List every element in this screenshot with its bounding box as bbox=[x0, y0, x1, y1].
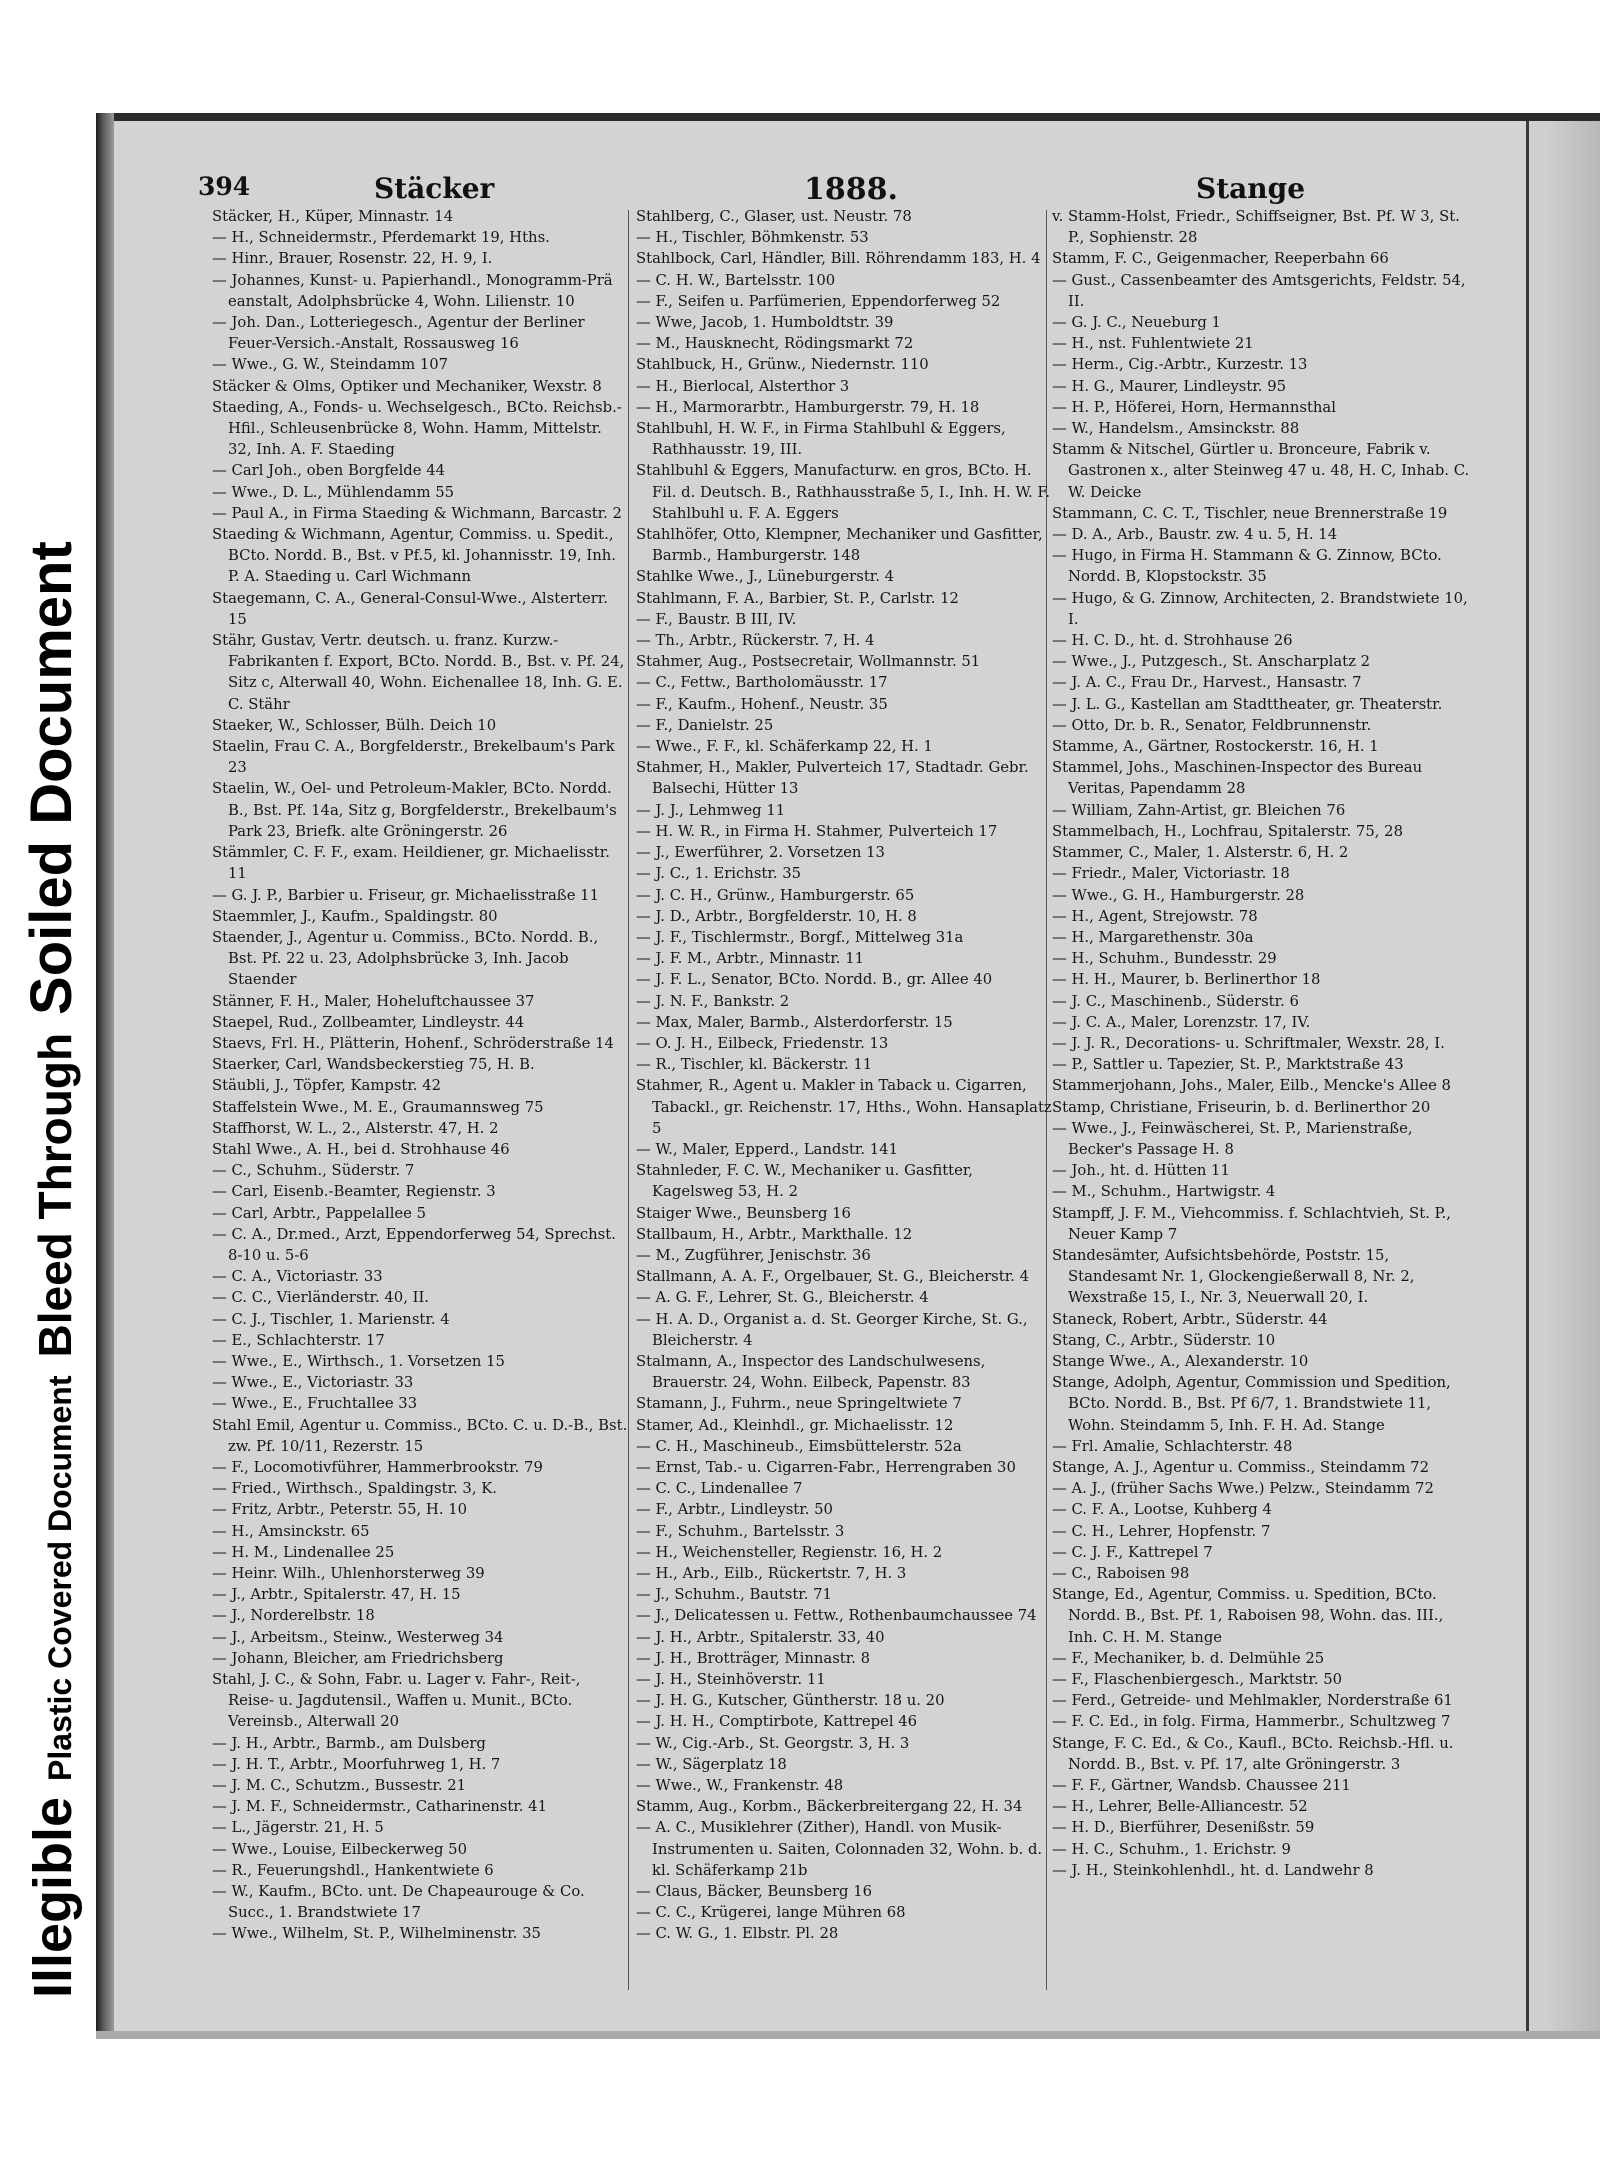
directory-entry: — Wwe., F. F., kl. Schäferkamp 22, H. 1 bbox=[636, 738, 933, 756]
directory-entry: Stahlmann, F. A., Barbier, St. P., Carlstr. 12 bbox=[636, 589, 959, 607]
directory-entry: — F., Seifen u. Parfümerien, Eppendorferweg 52 bbox=[636, 292, 1001, 310]
directory-entry: — Th., Arbtr., Rückerstr. 7, H. 4 bbox=[636, 632, 875, 650]
directory-entry: Stamm, Aug., Korbm., Bäckerbreitergang 22, H. 34 bbox=[636, 1798, 1023, 1816]
directory-entry: — Joh., ht. d. Hütten 11 bbox=[1052, 1162, 1230, 1180]
directory-entry: — H., Marmorarbtr., Hamburgerstr. 79, H. 18 bbox=[636, 398, 980, 416]
directory-entry: — Hinr., Brauer, Rosenstr. 22, H. 9, I. bbox=[212, 250, 493, 268]
directory-entry: Stäcker & Olms, Optiker und Mechaniker, Wexstr. 8 bbox=[212, 377, 602, 395]
directory-entry: — W., Kaufm., BCto. unt. De Chapeaurouge & Co. Succ., 1. Brandstwiete 17 bbox=[212, 1883, 585, 1922]
directory-entry: — C. A., Victoriastr. 33 bbox=[212, 1268, 383, 1286]
directory-entry: Stallmann, A. A. F., Orgelbauer, St. G., Bleicherstr. 4 bbox=[636, 1268, 1029, 1286]
directory-entry: — Heinr. Wilh., Uhlenhorsterweg 39 bbox=[212, 1565, 485, 1582]
directory-column-1 bbox=[212, 206, 630, 2006]
directory-entry: — J. H. T., Arbtr., Moorfuhrweg 1, H. 7 bbox=[212, 1755, 501, 1773]
directory-entry: — H., Amsinckstr. 65 bbox=[212, 1522, 370, 1540]
directory-entry: — Hugo, in Firma H. Stammann & G. Zinnow, BCto. Nordd. B, Klopstockstr. 35 bbox=[1052, 547, 1442, 586]
directory-entry: — J. N. F., Bankstr. 2 bbox=[636, 992, 790, 1010]
directory-entry: — Wwe., E., Fruchtallee 33 bbox=[212, 1395, 418, 1413]
bleed-through-label: Bleed Through bbox=[29, 1032, 81, 1358]
directory-entry: Stahlbuhl, H. W. F., in Firma Stahlbuhl & Eggers, Rathhausstr. 19, III. bbox=[636, 420, 1006, 459]
directory-entry: — C. C., Krügerei, lange Mühren 68 bbox=[636, 1904, 906, 1922]
directory-entry: — C. J. F., Kattrepel 7 bbox=[1052, 1543, 1213, 1561]
directory-entry: — R., Tischler, kl. Bäckerstr. 11 bbox=[636, 1056, 873, 1074]
directory-entry: — H. H., Maurer, b. Berlinerthor 18 bbox=[1052, 971, 1321, 989]
directory-entry: — J. M. F., Schneidermstr., Catharinenstr. 41 bbox=[212, 1798, 548, 1816]
directory-entry: Staegemann, C. A., General-Consul-Wwe., Alsterterr. 15 bbox=[212, 589, 608, 628]
directory-entry: — M., Hausknecht, Rödingsmarkt 72 bbox=[636, 335, 914, 353]
directory-entry: — W., Maler, Epperd., Landstr. 141 bbox=[636, 1140, 898, 1158]
directory-entry: — H., Agent, Strejowstr. 78 bbox=[1052, 907, 1258, 925]
directory-entry: — Wwe., D. L., Mühlendamm 55 bbox=[212, 483, 455, 501]
directory-entry: — J. H., Arbtr., Spitalerstr. 33, 40 bbox=[636, 1628, 885, 1646]
directory-entry: — J. J., Lehmweg 11 bbox=[636, 801, 786, 819]
directory-entry: — H., Weichensteller, Regienstr. 16, H. 2 bbox=[636, 1543, 943, 1561]
directory-entry: — H. M., Lindenallee 25 bbox=[212, 1543, 395, 1561]
directory-entry: — J. F., Tischlermstr., Borgf., Mittelweg 31a bbox=[636, 928, 964, 946]
directory-entry: — H. W. R., in Firma H. Stahmer, Pulverteich 17 bbox=[636, 822, 998, 840]
directory-entry: Staender, J., Agentur u. Commiss., BCto. Nordd. B., Bst. Pf. 22 u. 23, Adolphsbrücke 3, Inh. Jacob Staender bbox=[212, 928, 599, 989]
directory-entry: — C., Schuhm., Süderstr. 7 bbox=[212, 1162, 415, 1180]
directory-entry: — J., Arbtr., Spitalerstr. 47, H. 15 bbox=[212, 1586, 461, 1604]
directory-entry: — C. C., Vierländerstr. 40, II. bbox=[212, 1289, 430, 1307]
directory-entry: Stammann, C. C. T., Tischler, neue Brennerstraße 19 bbox=[1052, 504, 1448, 522]
directory-entry: Staelin, W., Oel- und Petroleum-Makler, BCto. Nordd. B., Bst. Pf. 14a, Sitz g, Borgfelderstr., Brekelbaum's Park 23, Briefk. alte Gröningerstr. 26 bbox=[212, 780, 617, 840]
directory-entry: — L., Jägerstr. 21, H. 5 bbox=[212, 1819, 384, 1837]
directory-entry: Staepel, Rud., Zollbeamter, Lindleystr. 44 bbox=[212, 1013, 525, 1031]
directory-entry: — J. H., Steinkohlenhdl., ht. d. Landwehr 8 bbox=[1052, 1861, 1374, 1879]
directory-entry: — Wwe., J., Feinwäscherei, St. P., Marienstraße, Becker's Passage H. 8 bbox=[1052, 1119, 1413, 1158]
directory-entry: Stamme, A., Gärtner, Rostockerstr. 16, H. 1 bbox=[1052, 738, 1379, 756]
directory-entry: — Johann, Bleicher, am Friedrichsberg bbox=[212, 1649, 504, 1667]
directory-entry: — R., Feuerungshdl., Hankentwiete 6 bbox=[212, 1861, 494, 1879]
directory-entry: — J. F. M., Arbtr., Minnastr. 11 bbox=[636, 950, 865, 968]
directory-entry: — J. H., Arbtr., Barmb., am Dulsberg bbox=[212, 1734, 486, 1752]
directory-entry: — J., Delicatessen u. Fettw., Rothenbaumchaussee 74 bbox=[636, 1607, 1037, 1625]
directory-entry: — G. J. C., Neueburg 1 bbox=[1052, 314, 1221, 332]
directory-entry: — Wwe., J., Putzgesch., St. Anscharplatz 2 bbox=[1052, 653, 1371, 671]
directory-entry: — J. C., 1. Erichstr. 35 bbox=[636, 865, 802, 883]
directory-entry: Standesämter, Aufsichtsbehörde, Poststr. 15, Standesamt Nr. 1, Glockengießerwall 8, Nr. 2, Wexstraße 15, I., Nr. 3, Neuerwall 20, I. bbox=[1052, 1246, 1415, 1307]
directory-entry: Staelin, Frau C. A., Borgfelderstr., Brekelbaum's Park 23 bbox=[212, 738, 615, 777]
directory-entry: Stalmann, A., Inspector des Landschulwesens, Brauerstr. 24, Wohn. Eilbeck, Papenstr. 83 bbox=[636, 1352, 986, 1392]
directory-entry: — J. H., Steinhöverstr. 11 bbox=[636, 1671, 826, 1689]
directory-entry: Staffhorst, W. L., 2., Alsterstr. 47, H. 2 bbox=[212, 1119, 499, 1137]
directory-entry: — F., Locomotivführer, Hammerbrookstr. 79 bbox=[212, 1458, 543, 1476]
directory-entry: — H., Bierlocal, Alsterthor 3 bbox=[636, 377, 850, 395]
directory-entry: — H., Lehrer, Belle-Alliancestr. 52 bbox=[1052, 1798, 1308, 1816]
directory-entry: — H. P., Höferei, Horn, Hermannsthal bbox=[1052, 398, 1336, 416]
scan-edge-left bbox=[96, 113, 114, 2038]
directory-entry: — A. C., Musiklehrer (Zither), Handl. von Musik-Instrumenten u. Saiten, Colonnaden 32, Wohn. b. d. kl. Schäferkamp 21b bbox=[636, 1819, 1043, 1879]
directory-entry: — F., Schuhm., Bartelsstr. 3 bbox=[636, 1522, 845, 1540]
directory-entry: — Wwe., Louise, Eilbeckerweg 50 bbox=[212, 1840, 468, 1858]
directory-entry: Stähr, Gustav, Vertr. deutsch. u. franz. Kurzw.-Fabrikanten f. Export, BCto. Nordd. B., Bst. v. Pf. 24, Sitz c, Alterwall 40, Wohn. Eichenallee 18, Inh. G. E. C. Stähr bbox=[212, 632, 625, 713]
directory-entry: — Johannes, Kunst- u. Papierhandl., Monogramm-Prä eanstalt, Adolphsbrücke 4, Wohn. Lilienstr. 10 bbox=[212, 271, 613, 310]
directory-entry: — C. W. G., 1. Elbstr. Pl. 28 bbox=[636, 1925, 839, 1943]
directory-entry: — F., Kaufm., Hohenf., Neustr. 35 bbox=[636, 695, 888, 713]
directory-entry: — H., nst. Fuhlentwiete 21 bbox=[1052, 335, 1254, 353]
directory-entry: — J. J. R., Decorations- u. Schriftmaler, Wexstr. 28, I. bbox=[1052, 1034, 1445, 1052]
directory-entry: Staevs, Frl. H., Plätterin, Hohenf., Schröderstraße 14 bbox=[212, 1034, 614, 1052]
directory-entry: — Wwe, Jacob, 1. Humboldtstr. 39 bbox=[636, 314, 894, 332]
directory-entry: Stahlberg, C., Glaser, ust. Neustr. 78 bbox=[636, 208, 912, 225]
directory-entry: — H., Arb., Eilb., Rückertstr. 7, H. 3 bbox=[636, 1565, 907, 1582]
directory-entry: Stamp, Christiane, Friseurin, b. d. Berlinerthor 20 bbox=[1052, 1098, 1431, 1116]
condition-label bbox=[18, 541, 85, 1998]
directory-entry: — P., Sattler u. Tapezier, St. P., Marktstraße 43 bbox=[1052, 1056, 1404, 1074]
directory-entry: Stange, Adolph, Agentur, Commission und Spedition, BCto. Nordd. B., Bst. Pf 6/7, 1. Brandstwiete 11, Wohn. Steindamm 5, Inh. F. H. Ad. Stange bbox=[1052, 1374, 1451, 1434]
directory-column-2 bbox=[636, 206, 1054, 2006]
soiled-document-label: Soiled Document bbox=[19, 541, 84, 1015]
directory-entry: Stange Wwe., A., Alexanderstr. 10 bbox=[1052, 1352, 1309, 1370]
directory-entry: — Friedr., Maler, Victoriastr. 18 bbox=[1052, 865, 1290, 883]
directory-entry: — Otto, Dr. b. R., Senator, Feldbrunnenstr. bbox=[1052, 716, 1372, 734]
directory-entry: — F., Mechaniker, b. d. Delmühle 25 bbox=[1052, 1649, 1325, 1667]
directory-entry: — F. C. Ed., in folg. Firma, Hammerbr., Schultzweg 7 bbox=[1052, 1713, 1451, 1731]
directory-entry: Stamm, F. C., Geigenmacher, Reeperbahn 66 bbox=[1052, 250, 1389, 268]
directory-entry: Stahl Emil, Agentur u. Commiss., BCto. C. u. D.-B., Bst. zw. Pf. 10/11, Rezerstr. 15 bbox=[212, 1416, 628, 1455]
directory-entry: — Frl. Amalie, Schlachterstr. 48 bbox=[1052, 1437, 1293, 1455]
directory-entry: — H., Tischler, Böhmkenstr. 53 bbox=[636, 229, 869, 247]
directory-entry: — Joh. Dan., Lotteriegesch., Agentur der Berliner Feuer-Versich.-Anstalt, Rossausweg 16 bbox=[212, 314, 585, 353]
directory-entry: Stäcker, H., Küper, Minnastr. 14 bbox=[212, 208, 454, 225]
directory-entry: — D. A., Arb., Baustr. zw. 4 u. 5, H. 14 bbox=[1052, 526, 1338, 544]
directory-entry: — J. C., Maschinenb., Süderstr. 6 bbox=[1052, 992, 1299, 1010]
directory-entry: Staeding, A., Fonds- u. Wechselgesch., BCto. Reichsb.-Hfil., Schleusenbrücke 8, Wohn. Hamm, Mittelstr. 32, Inh. A. F. Staeding bbox=[212, 398, 622, 459]
directory-entry: Stahl, J. C., & Sohn, Fabr. u. Lager v. Fahr-, Reit-, Reise- u. Jagdutensil., Waffen u. Munit., BCto. Vereinsb., Alterwall 20 bbox=[212, 1671, 581, 1731]
directory-column-3 bbox=[1052, 206, 1470, 2006]
directory-entry: — J. L. G., Kastellan am Stadttheater, gr. Theaterstr. bbox=[1052, 695, 1443, 713]
directory-entry: v. Stamm-Holst, Friedr., Schiffseigner, Bst. Pf. W 3, St. P., Sophienstr. 28 bbox=[1052, 208, 1460, 247]
header-first-entry: Stäcker bbox=[374, 172, 495, 205]
directory-entry: — Fried., Wirthsch., Spaldingstr. 3, K. bbox=[212, 1480, 498, 1498]
directory-entry: — H. C., Schuhm., 1. Erichstr. 9 bbox=[1052, 1840, 1291, 1858]
directory-entry: — Wwe., G. W., Steindamm 107 bbox=[212, 356, 449, 374]
scan-edge-bottom bbox=[96, 2031, 1600, 2039]
directory-entry: — Fritz, Arbtr., Peterstr. 55, H. 10 bbox=[212, 1501, 468, 1519]
directory-entry: — Ferd., Getreide- und Mehlmakler, Norderstraße 61 bbox=[1052, 1692, 1453, 1710]
directory-entry: — J., Ewerführer, 2. Vorsetzen 13 bbox=[636, 844, 885, 862]
directory-entry: — Wwe., E., Victoriastr. 33 bbox=[212, 1374, 414, 1392]
directory-entry: — E., Schlachterstr. 17 bbox=[212, 1331, 385, 1349]
directory-entry: — J. H., Brotträger, Minnastr. 8 bbox=[636, 1649, 871, 1667]
directory-entry: Stang, C., Arbtr., Süderstr. 10 bbox=[1052, 1331, 1276, 1349]
directory-entry: Stamm & Nitschel, Gürtler u. Bronceure, Fabrik v. Gastronen x., alter Steinweg 47 u. 48, H. C, Inhab. C. W. Deicke bbox=[1052, 441, 1470, 501]
directory-entry: — Carl, Eisenb.-Beamter, Regienstr. 3 bbox=[212, 1183, 496, 1201]
directory-entry: Stahmer, R., Agent u. Makler in Taback u. Cigarren, Tabackl., gr. Reichenstr. 17, Hths., Wohn. Hansaplatz 5 bbox=[636, 1077, 1052, 1137]
directory-entry: — H., Margarethenstr. 30a bbox=[1052, 928, 1254, 946]
directory-entry: — W., Handelsm., Amsinckstr. 88 bbox=[1052, 420, 1300, 438]
directory-entry: — Hugo, & G. Zinnow, Architecten, 2. Brandstwiete 10, I. bbox=[1052, 589, 1468, 628]
directory-entry: Stahnleder, F. C. W., Mechaniker u. Gasfitter, Kagelsweg 53, H. 2 bbox=[636, 1162, 973, 1201]
directory-entry: Staeker, W., Schlosser, Bülh. Deich 10 bbox=[212, 716, 497, 734]
directory-entry: Stange, F. C. Ed., & Co., Kaufl., BCto. Reichsb.-Hfl. u. Nordd. B., Bst. v. Pf. 17, alte Gröningerstr. 3 bbox=[1052, 1734, 1454, 1773]
directory-entry: — J. H. G., Kutscher, Güntherstr. 18 u. 20 bbox=[636, 1692, 945, 1710]
directory-entry: — Wwe., Wilhelm, St. P., Wilhelminenstr. 35 bbox=[212, 1925, 541, 1943]
directory-entry: — M., Zugführer, Jenischstr. 36 bbox=[636, 1246, 871, 1264]
directory-entry: Stahlbock, Carl, Händler, Bill. Röhrendamm 183, H. 4 bbox=[636, 250, 1041, 268]
directory-entry: Stahlhöfer, Otto, Klempner, Mechaniker und Gasfitter, Barmb., Hamburgerstr. 148 bbox=[636, 526, 1043, 565]
directory-entry: — O. J. H., Eilbeck, Friedenstr. 13 bbox=[636, 1034, 889, 1052]
directory-entry: Stammelbach, H., Lochfrau, Spitalerstr. 75, 28 bbox=[1052, 822, 1403, 840]
directory-entry: Stahlbuhl & Eggers, Manufacturw. en gros, BCto. H. Fil. d. Deutsch. B., Rathhausstraße 5, I., Inh. H. W. F. Stahlbuhl u. F. A. Eggers bbox=[636, 462, 1051, 522]
directory-entry: — Carl, Arbtr., Pappelallee 5 bbox=[212, 1204, 427, 1222]
directory-entry: — C. A., Dr.med., Arzt, Eppendorferweg 54, Sprechst. 8-10 u. 5-6 bbox=[212, 1225, 616, 1264]
directory-entry: — J., Arbeitsm., Steinw., Westerweg 34 bbox=[212, 1628, 504, 1646]
directory-entry: — F., Arbtr., Lindleystr. 50 bbox=[636, 1501, 833, 1519]
directory-entry: Staneck, Robert, Arbtr., Süderstr. 44 bbox=[1052, 1310, 1328, 1328]
directory-entry: — W., Sägerplatz 18 bbox=[636, 1755, 787, 1773]
directory-entry: Stallbaum, H., Arbtr., Markthalle. 12 bbox=[636, 1225, 913, 1243]
directory-entry: Stampff, J. F. M., Viehcommiss. f. Schlachtvieh, St. P., Neuer Kamp 7 bbox=[1052, 1204, 1451, 1243]
directory-entry: — C., Raboisen 98 bbox=[1052, 1565, 1190, 1582]
directory-entry: Staemmler, J., Kaufm., Spaldingstr. 80 bbox=[212, 907, 498, 925]
illegible-label: Illegible bbox=[23, 1796, 83, 1998]
directory-entry: — C. H., Maschineub., Eimsbüttelerstr. 52a bbox=[636, 1437, 962, 1455]
directory-entry: — A. J., (früher Sachs Wwe.) Pelzw., Steindamm 72 bbox=[1052, 1480, 1434, 1498]
directory-entry: — J. D., Arbtr., Borgfelderstr. 10, H. 8 bbox=[636, 907, 917, 925]
directory-entry: — C. J., Tischler, 1. Marienstr. 4 bbox=[212, 1310, 450, 1328]
directory-entry: — H. C. D., ht. d. Strohhause 26 bbox=[1052, 632, 1293, 650]
directory-entry: — Wwe., E., Wirthsch., 1. Vorsetzen 15 bbox=[212, 1352, 505, 1370]
plastic-covered-label: Plastic Covered Document bbox=[42, 1375, 78, 1781]
directory-entry: — G. J. P., Barbier u. Friseur, gr. Michaelisstraße 11 bbox=[212, 886, 599, 904]
directory-entry: Stahmer, H., Makler, Pulverteich 17, Stadtadr. Gebr. Balsechi, Hütter 13 bbox=[636, 759, 1029, 798]
directory-entry: — C. H. W., Bartelsstr. 100 bbox=[636, 271, 836, 289]
directory-entry: — Gust., Cassenbeamter des Amtsgerichts, Feldstr. 54, II. bbox=[1052, 271, 1466, 310]
directory-entry: Stange, A. J., Agentur u. Commiss., Steindamm 72 bbox=[1052, 1458, 1430, 1476]
directory-entry: Stange, Ed., Agentur, Commiss. u. Spedition, BCto. Nordd. B., Bst. Pf. 1, Raboisen 98, Wohn. das. III., Inh. C. H. M. Stange bbox=[1052, 1586, 1444, 1646]
directory-entry: — J., Schuhm., Bautstr. 71 bbox=[636, 1586, 832, 1604]
directory-entry: — Carl Joh., oben Borgfelde 44 bbox=[212, 462, 446, 480]
directory-entry: — C. H., Lehrer, Hopfenstr. 7 bbox=[1052, 1522, 1271, 1540]
directory-entry: — Herm., Cig.-Arbtr., Kurzestr. 13 bbox=[1052, 356, 1308, 374]
directory-entry: — Claus, Bäcker, Beunsberg 16 bbox=[636, 1883, 873, 1901]
directory-entry: — H., Schneidermstr., Pferdemarkt 19, Hths. bbox=[212, 229, 550, 247]
directory-entry: — J., Norderelbstr. 18 bbox=[212, 1607, 375, 1625]
scan-edge-top bbox=[96, 113, 1600, 121]
directory-entry: — F., Baustr. B III, IV. bbox=[636, 610, 797, 628]
directory-entry: Staerker, Carl, Wandsbeckerstieg 75, H. B. bbox=[212, 1056, 535, 1074]
directory-entry: — H. D., Bierführer, Desenißstr. 59 bbox=[1052, 1819, 1315, 1837]
directory-entry: Staffelstein Wwe., M. E., Graumannsweg 75 bbox=[212, 1098, 544, 1116]
directory-entry: — H. G., Maurer, Lindleystr. 95 bbox=[1052, 377, 1287, 395]
page-number: 394 bbox=[198, 172, 251, 201]
header-last-entry: Stange bbox=[1196, 172, 1306, 205]
directory-entry: Stahlke Wwe., J., Lüneburgerstr. 4 bbox=[636, 568, 895, 586]
directory-entry: — A. G. F., Lehrer, St. G., Bleicherstr. 4 bbox=[636, 1289, 929, 1307]
directory-entry: Stamer, Ad., Kleinhdl., gr. Michaelisstr. 12 bbox=[636, 1416, 954, 1434]
directory-entry: Stammerjohann, Johs., Maler, Eilb., Mencke's Allee 8 bbox=[1052, 1077, 1451, 1095]
directory-entry: — J. H. H., Comptirbote, Kattrepel 46 bbox=[636, 1713, 918, 1731]
directory-entry: — W., Cig.-Arb., St. Georgstr. 3, H. 3 bbox=[636, 1734, 910, 1752]
directory-entry: — Max, Maler, Barmb., Alsterdorferstr. 15 bbox=[636, 1013, 953, 1031]
directory-entry: — C. F. A., Lootse, Kuhberg 4 bbox=[1052, 1501, 1272, 1519]
directory-entry: Stämmler, C. F. F., exam. Heildiener, gr. Michaelisstr. 11 bbox=[212, 844, 610, 883]
directory-entry: Stammer, C., Maler, 1. Alsterstr. 6, H. 2 bbox=[1052, 844, 1349, 862]
directory-entry: Staeding & Wichmann, Agentur, Commiss. u. Spedit., BCto. Nordd. B., Bst. v Pf.5, kl. Johannisstr. 19, Inh. P. A. Staeding u. Carl Wichmann bbox=[212, 526, 616, 586]
directory-entry: Stahmer, Aug., Postsecretair, Wollmannstr. 51 bbox=[636, 653, 981, 671]
directory-entry: — Paul A., in Firma Staeding & Wichmann, Barcastr. 2 bbox=[212, 504, 622, 522]
directory-entry: Stamann, J., Fuhrm., neue Springeltwiete 7 bbox=[636, 1395, 962, 1413]
directory-entry: — C., Fettw., Bartholomäusstr. 17 bbox=[636, 674, 888, 692]
directory-entry: — J. A. C., Frau Dr., Harvest., Hansastr. 7 bbox=[1052, 674, 1362, 692]
directory-entry: Staiger Wwe., Beunsberg 16 bbox=[636, 1204, 851, 1222]
directory-entry: — Wwe., W., Frankenstr. 48 bbox=[636, 1777, 844, 1795]
directory-entry: Stäubli, J., Töpfer, Kampstr. 42 bbox=[212, 1077, 442, 1095]
scan-edge-right bbox=[1526, 121, 1600, 2031]
directory-entry: — J. C. H., Grünw., Hamburgerstr. 65 bbox=[636, 886, 915, 904]
directory-entry: — M., Schuhm., Hartwigstr. 4 bbox=[1052, 1183, 1276, 1201]
directory-entry: Stahl Wwe., A. H., bei d. Strohhause 46 bbox=[212, 1140, 510, 1158]
directory-entry: Stammel, Johs., Maschinen-Inspector des Bureau Veritas, Papendamm 28 bbox=[1052, 759, 1423, 798]
directory-entry: Stänner, F. H., Maler, Hoheluftchaussee 37 bbox=[212, 992, 535, 1010]
directory-entry: — Wwe., G. H., Hamburgerstr. 28 bbox=[1052, 886, 1305, 904]
directory-entry: — Ernst, Tab.- u. Cigarren-Fabr., Herrengraben 30 bbox=[636, 1458, 1016, 1476]
header-year: 1888. bbox=[804, 172, 898, 207]
directory-entry: — F. F., Gärtner, Wandsb. Chaussee 211 bbox=[1052, 1777, 1351, 1795]
directory-entry: Stahlbuck, H., Grünw., Niedernstr. 110 bbox=[636, 356, 929, 374]
directory-entry: — William, Zahn-Artist, gr. Bleichen 76 bbox=[1052, 801, 1346, 819]
directory-entry: — F., Flaschenbiergesch., Marktstr. 50 bbox=[1052, 1671, 1343, 1689]
directory-entry: — J. C. A., Maler, Lorenzstr. 17, IV. bbox=[1052, 1013, 1311, 1031]
directory-entry: — J. F. L., Senator, BCto. Nordd. B., gr. Allee 40 bbox=[636, 971, 993, 989]
directory-entry: — C. C., Lindenallee 7 bbox=[636, 1480, 803, 1498]
directory-entry: — H. A. D., Organist a. d. St. Georger Kirche, St. G., Bleicherstr. 4 bbox=[636, 1310, 1028, 1349]
directory-entry: — H., Schuhm., Bundesstr. 29 bbox=[1052, 950, 1277, 968]
directory-entry: — F., Danielstr. 25 bbox=[636, 716, 774, 734]
directory-entry: — J. M. C., Schutzm., Bussestr. 21 bbox=[212, 1777, 467, 1795]
